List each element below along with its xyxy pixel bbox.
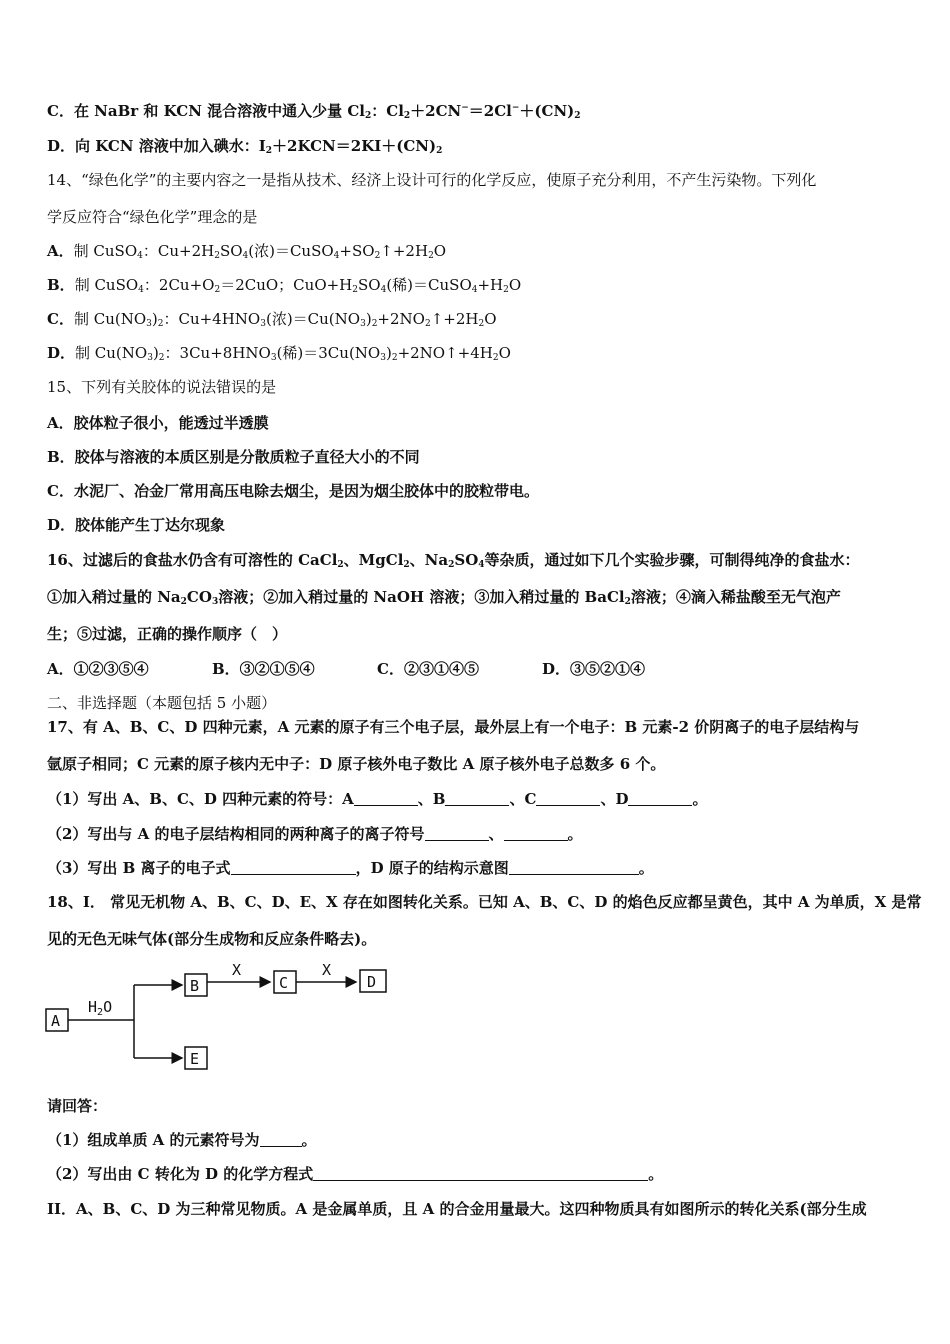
answer-blank[interactable] (313, 1166, 648, 1181)
q16-stem-line2: ①加入稍过量的 $Na_2CO_3$溶液；②加入稍过量的 NaOH 溶液；③加入稍过量的 BaCl$_2$溶液；④滴入稀盐酸至无气泡产 (47, 588, 841, 607)
answer-blank[interactable] (231, 860, 356, 875)
q14-stem-line1: 14、“绿色化学”的主要内容之一是指从技术、经济上设计可行的化学反应，使原子充分利用，不产生污染物。下列化 (47, 171, 817, 189)
q16-stem-line1: 16、过滤后的食盐水仍含有可溶性的 CaCl$_2$、MgCl$_2$、$Na_2SO_4$等杂质，通过如下几个实验步骤，可制得纯净的食盐水： (47, 551, 860, 570)
q18-part1: （1）组成单质 A 的元素符号为 。 (47, 1131, 317, 1149)
q18-part-ii: II．A、B、C、D 为三种常见物质。A 是金属单质，且 A 的合金用量最大。这四种物质具有如图所示的转化关系(部分生成 (47, 1200, 867, 1218)
label-c: C (279, 974, 289, 992)
q18-part2: （2）写出由 C 转化为 D 的化学方程式 。 (47, 1165, 664, 1183)
label-b: B (190, 977, 200, 995)
answer-blank[interactable] (504, 826, 568, 841)
q14-option-b: B．制 CuSO$_4$：$2Cu+O_2=2CuO$；$CuO+H_2SO_4$(稀)$=CuSO_4+H_2O$ (47, 276, 522, 295)
q16-option-a: A．①②③⑤④ (47, 660, 149, 678)
section-heading: 二、非选择题（本题包括 5 小题） (47, 694, 277, 712)
q14-option-c: C．制 $Cu(NO_3)_2$：$Cu+4HNO_3$(浓)$=Cu(NO_3)_2+2NO_2↑+2H_2O$ (47, 310, 497, 329)
label-e: E (190, 1050, 200, 1068)
q16-stem-line3: 生；⑤过滤，正确的操作顺序（ ） (47, 625, 288, 643)
q16-option-c: C．②③①④⑤ (377, 660, 479, 678)
q18-ask: 请回答： (47, 1097, 108, 1115)
answer-blank[interactable] (509, 860, 639, 875)
answer-blank[interactable] (260, 1132, 302, 1147)
label-x2: X (322, 961, 332, 979)
q17-stem-line1: 17、有 A、B、C、D 四种元素，A 元素的原子有三个电子层，最外层上有一个电子：B 元素-2 价阴离子的电子层结构与 (47, 718, 860, 736)
label-d: D (367, 973, 377, 991)
q13-option-c: C．在 NaBr 和 KCN 混合溶液中通入少量 $Cl_2$：$Cl_2+2CN^-=2Cl^-+(CN)_2$ (47, 102, 581, 121)
answer-blank[interactable] (425, 826, 489, 841)
q18-stem-line2: 见的无色无味气体(部分生成物和反应条件略去)。 (47, 930, 377, 948)
q13-option-d: D．向 KCN 溶液中加入碘水：$I_2+2KCN=2KI+(CN)_2$ (47, 137, 443, 156)
q14-option-d: D．制 $Cu(NO_3)_2$：$3Cu+8HNO_3$(稀)$=3Cu(NO_3)_2+2NO↑+4H_2O$ (47, 344, 511, 363)
q17-part1: （1）写出 A、B、C、D 四种元素的符号：A 、B 、C 、D 。 (47, 790, 708, 808)
answer-blank[interactable] (536, 791, 600, 806)
q14-option-a: A．制 CuSO$_4$：$Cu+2H_2SO_4$(浓)$=CuSO_4+SO_2↑+2H_2O$ (47, 242, 447, 261)
q15-option-b: B．胶体与溶液的本质区别是分散质粒子直径大小的不同 (47, 448, 420, 466)
q17-stem-line2: 氩原子相同；C 元素的原子核内无中子：D 原子核外电子数比 A 原子核外电子总数多 6 个。 (47, 755, 666, 773)
q18-stem-line1: 18、I． 常见无机物 A、B、C、D、E、X 存在如图转化关系。已知 A、B、C、D 的焰色反应都呈黄色，其中 A 为单质，X 是常 (47, 893, 922, 911)
q15-option-d: D．胶体能产生丁达尔现象 (47, 516, 226, 534)
conversion-diagram (42, 960, 402, 1075)
label-x1: X (232, 961, 242, 979)
q14-stem-line2: 学反应符合“绿色化学”理念的是 (47, 208, 258, 226)
q17-part2: （2）写出与 A 的电子层结构相同的两种离子的离子符号 、 。 (47, 825, 583, 843)
reagent-label: $H_2O$ (88, 998, 113, 1018)
q16-option-d: D．③⑤②①④ (542, 660, 646, 678)
q16-options (47, 658, 907, 680)
q16-option-b: B．③②①⑤④ (212, 660, 315, 678)
answer-blank[interactable] (628, 791, 692, 806)
answer-blank[interactable] (354, 791, 418, 806)
label-a: A (51, 1012, 61, 1030)
answer-blank[interactable] (445, 791, 509, 806)
q15-stem: 15、下列有关胶体的说法错误的是 (47, 378, 277, 396)
q15-option-c: C．水泥厂、冶金厂常用高压电除去烟尘，是因为烟尘胶体中的胶粒带电。 (47, 482, 539, 500)
q17-part3: （3）写出 B 离子的电子式 ，D 原子的结构示意图 。 (47, 859, 654, 877)
q15-option-a: A．胶体粒子很小，能透过半透膜 (47, 414, 269, 432)
